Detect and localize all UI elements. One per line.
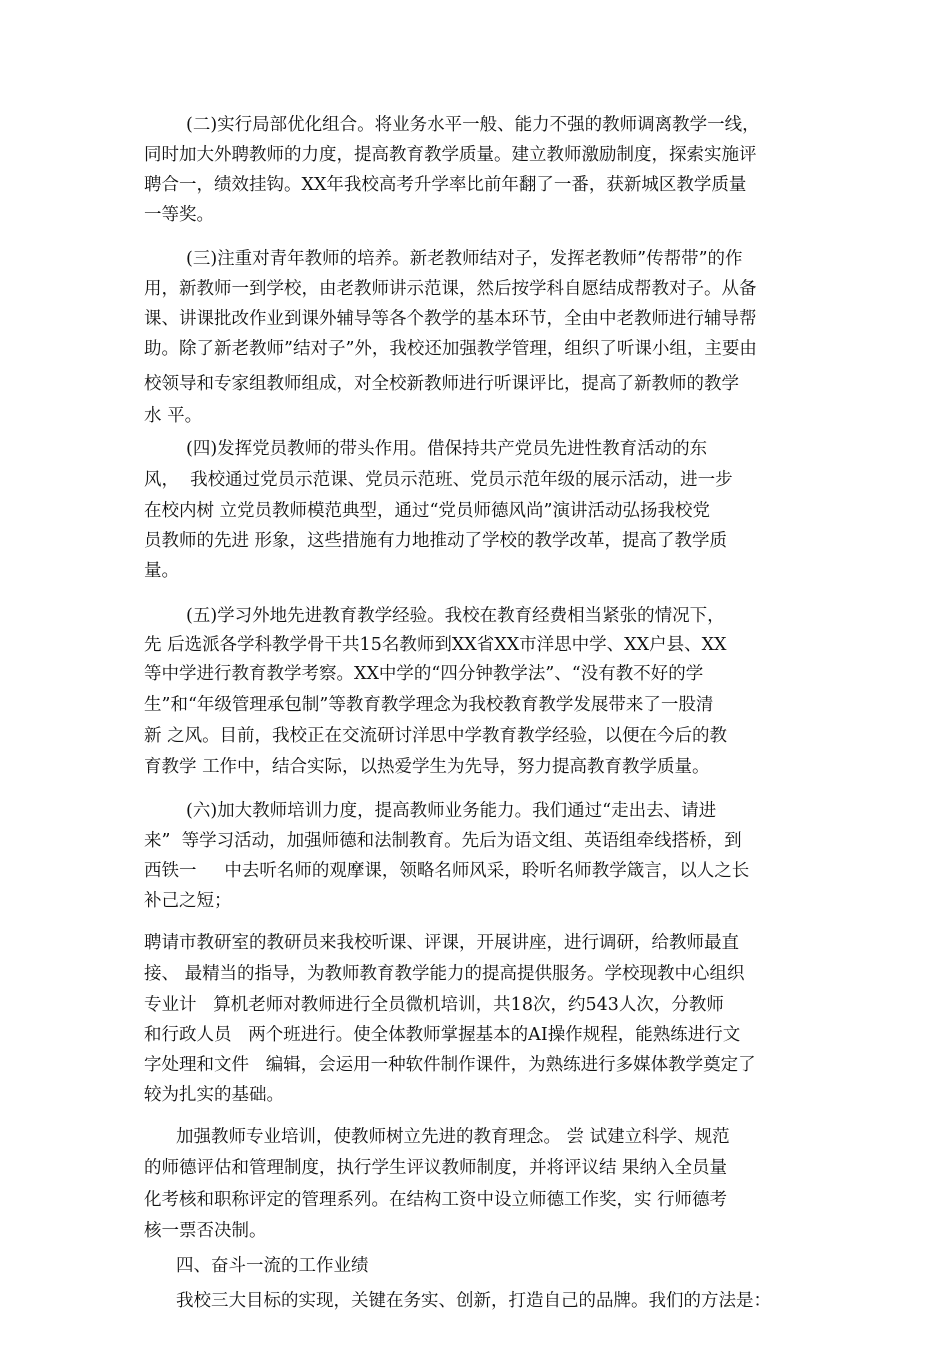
paragraph-line: 水 平。 bbox=[144, 406, 203, 426]
paragraph-line: (三)注重对青年教师的培养。新老教师结对子，发挥老教师”传帮带”的作 bbox=[186, 249, 743, 269]
paragraph-line: 接、 最精当的指导，为教师教育教学能力的提高提供服务。学校现教中心组织 bbox=[144, 964, 745, 984]
paragraph-line: 一等奖。 bbox=[144, 205, 214, 225]
paragraph-line: (六)加大教师培训力度，提高教师业务能力。我们通过“走出去、请进 bbox=[186, 801, 717, 821]
paragraph-line: 聘合一，绩效挂钩。XX年我校高考升学率比前年翻了一番，获新城区教学质量 bbox=[144, 175, 747, 195]
paragraph-line: (二)实行局部优化组合。将业务水平一般、能力不强的教师调离教学一线， bbox=[186, 115, 760, 135]
paragraph-line: 字处理和文件 编辑，会运用一种软件制作课件，为熟练进行多媒体教学奠定了 bbox=[144, 1055, 756, 1075]
paragraph-line: 同时加大外聘教师的力度，提高教育教学质量。建立教师激励制度，探索实施评 bbox=[144, 145, 757, 165]
paragraph-line: 风， 我校通过党员示范课、党员示范班、党员示范年级的展示活动，进一步 bbox=[144, 470, 733, 490]
paragraph-line: 等中学进行教育教学考察。XX中学的“四分钟教学法”、“没有教不好的学 bbox=[144, 664, 704, 684]
paragraph-line: 在校内树 立党员教师模范典型，通过“党员师德风尚”演讲活动弘扬我校党 bbox=[144, 501, 710, 521]
section-heading: 四、奋斗一流的工作业绩 bbox=[176, 1256, 369, 1276]
paragraph-line: 核一票否决制。 bbox=[144, 1221, 267, 1241]
paragraph-line: 新 之风。目前，我校正在交流研讨洋思中学教育教学经验，以便在今后的教 bbox=[144, 726, 728, 746]
paragraph-line: 加强教师专业培训，使教师树立先进的教育理念。 尝 试建立科学、规范 bbox=[176, 1127, 730, 1147]
paragraph-line: 来” 等学习活动，加强师德和法制教育。先后为语文组、英语组牵线搭桥，到 bbox=[144, 831, 742, 851]
paragraph-line: 我校三大目标的实现，关键在务实、创新，打造自己的品牌。我们的方法是： bbox=[176, 1291, 771, 1311]
paragraph-line: (四)发挥党员教师的带头作用。借保持共产党员先进性教育活动的东 bbox=[186, 439, 708, 459]
paragraph-line: 课、讲课批改作业到课外辅导等各个教学的基本环节，全由中老教师进行辅导帮 bbox=[144, 309, 757, 329]
paragraph-line: (五)学习外地先进教育教学经验。我校在教育经费相当紧张的情况下， bbox=[186, 606, 725, 626]
paragraph-line: 用，新教师一到学校，由老教师讲示范课，然后按学科自愿结成帮教对子。从备 bbox=[144, 279, 757, 299]
paragraph-line: 育教学 工作中，结合实际，以热爱学生为先导，努力提高教育教学质量。 bbox=[144, 757, 710, 777]
paragraph-line: 补己之短； bbox=[144, 891, 232, 911]
paragraph-line: 专业计 算机老师对教师进行全员微机培训，共18次，约543人次，分教师 bbox=[144, 995, 724, 1015]
paragraph-line: 助。除了新老教师”结对子”外，我校还加强教学管理，组织了听课小组，主要由 bbox=[144, 339, 757, 359]
paragraph-line: 较为扎实的基础。 bbox=[144, 1085, 284, 1105]
paragraph-line: 校领导和专家组教师组成，对全校新教师进行听课评比，提高了新教师的教学 bbox=[144, 374, 739, 394]
paragraph-line: 员教师的先进 形象，这些措施有力地推动了学校的教学改革，提高了教学质 bbox=[144, 531, 728, 551]
paragraph-line: 聘请市教研室的教研员来我校听课、评课，开展讲座，进行调研，给教师最直 bbox=[144, 933, 739, 953]
paragraph-line: 化考核和职称评定的管理系列。在结构工资中设立师德工作奖，实 行师德考 bbox=[144, 1190, 728, 1210]
paragraph-line: 生”和“年级管理承包制”等教育教学理念为我校教育教学发展带来了一股清 bbox=[144, 695, 714, 715]
paragraph-line: 先 后选派各学科教学骨干共15名教师到XX省XX市洋思中学、XX户县、XX bbox=[144, 635, 727, 655]
paragraph-line: 和行政人员 两个班进行。使全体教师掌握基本的AI操作规程，能熟练进行文 bbox=[144, 1025, 741, 1045]
paragraph-line: 的师德评估和管理制度，执行学生评议教师制度，并将评议结 果纳入全员量 bbox=[144, 1158, 728, 1178]
paragraph-line: 量。 bbox=[144, 561, 179, 581]
paragraph-line: 西铁一 中去听名师的观摩课，领略名师风采，聆听名师教学箴言，以人之长 bbox=[144, 861, 750, 881]
